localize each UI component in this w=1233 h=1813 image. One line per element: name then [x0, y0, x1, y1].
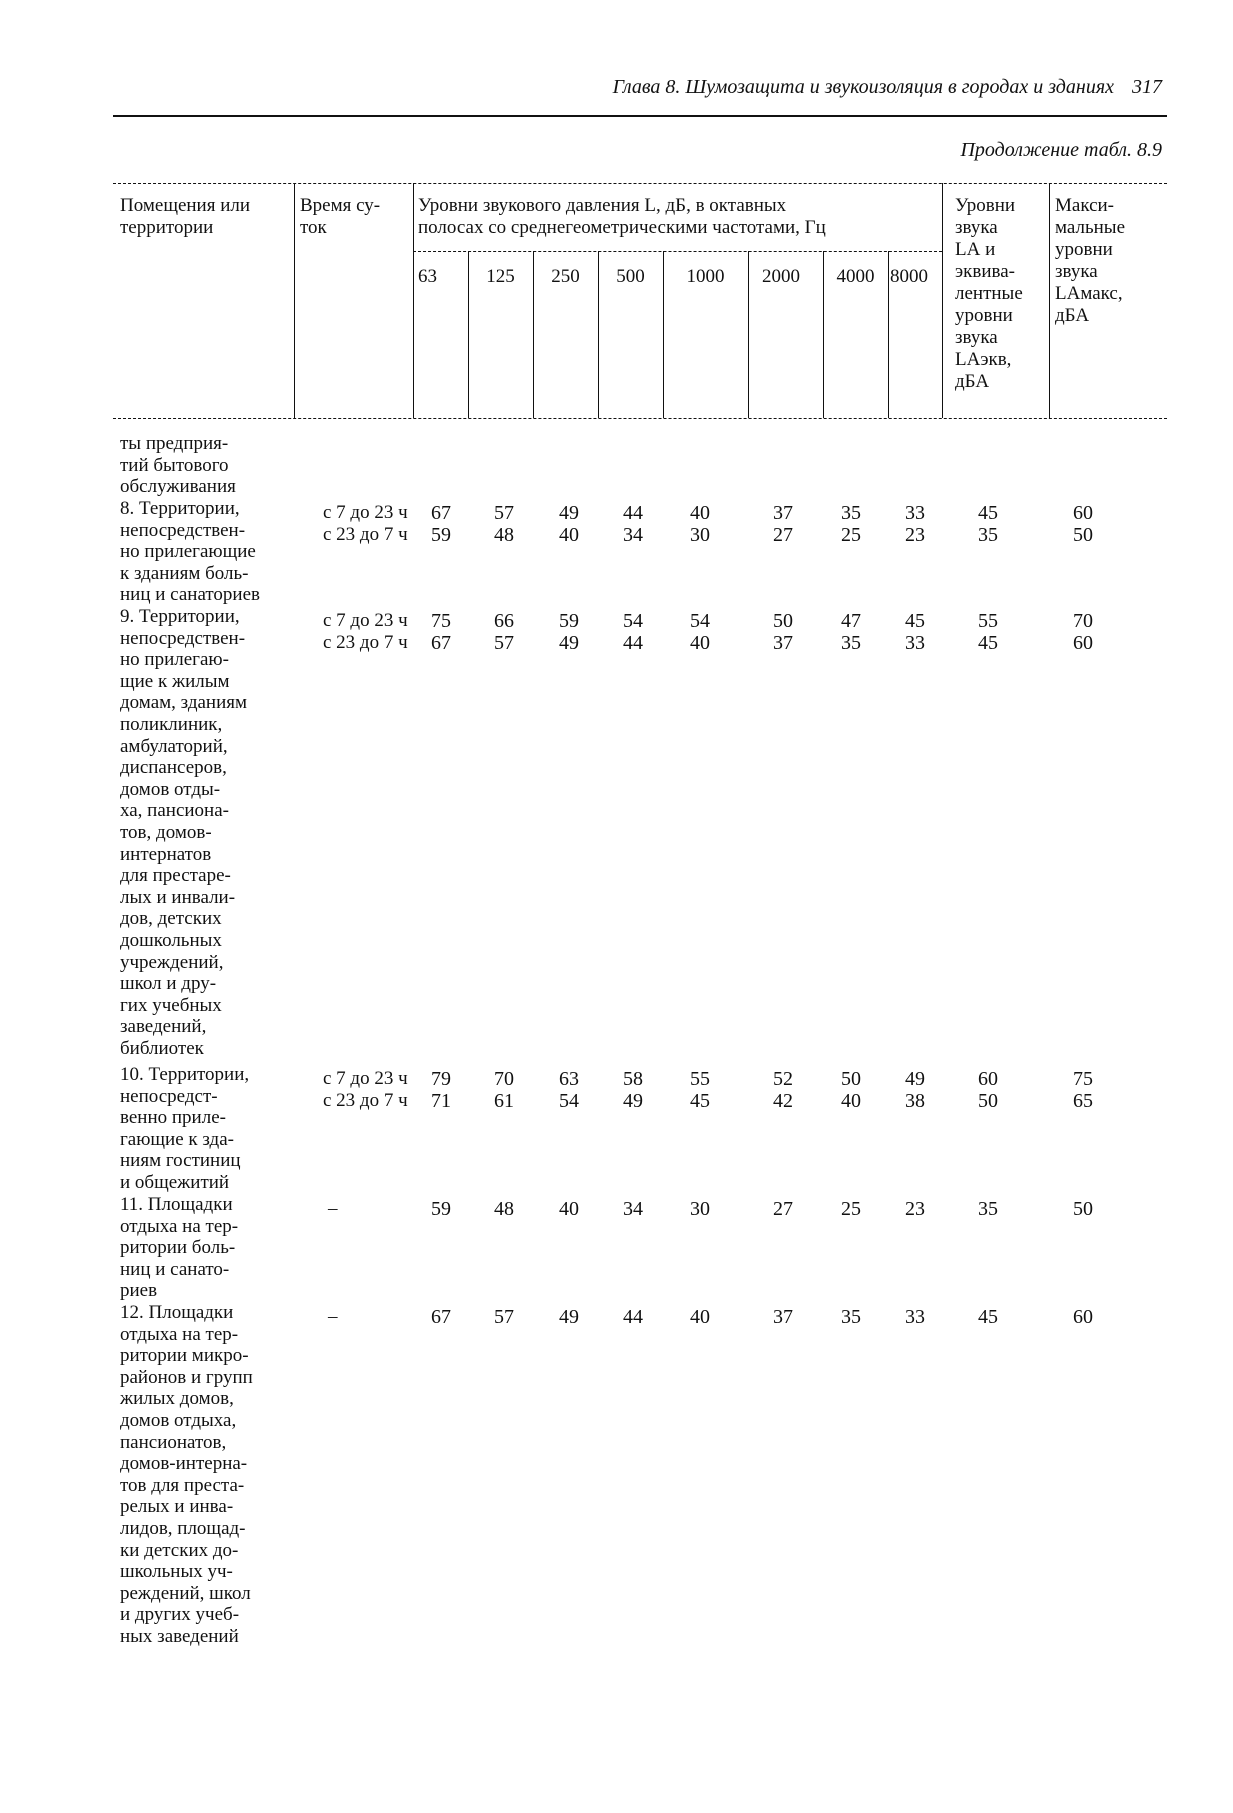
row-time: с 23 до 7 ч [323, 632, 408, 653]
value-cell: 75 [431, 610, 451, 632]
value-cell: 33 [905, 1306, 925, 1328]
row-description: 10. Территории, непосредст- венно приле- гающие к зда- ниям гостиниц и общежитий [120, 1064, 250, 1193]
header-sound-pressure-levels: Уровни звукового давления L, дБ, в октавных полосах со среднегеометрическими частотами, Гц [418, 195, 826, 238]
value-cell: 45 [905, 610, 925, 632]
header-freq-250: 250 [551, 266, 580, 287]
row-time: с 7 до 23 ч [323, 610, 408, 631]
value-cell: 45 [978, 632, 998, 654]
value-cell: 70 [494, 1068, 514, 1090]
value-cell: 35 [978, 524, 998, 546]
value-cell: 25 [841, 1198, 861, 1220]
value-cell: 59 [431, 1198, 451, 1220]
value-cell: 44 [623, 1306, 643, 1328]
row-time: – [328, 1306, 338, 1327]
value-cell: 35 [978, 1198, 998, 1220]
row-time: с 23 до 7 ч [323, 1090, 408, 1111]
table-continuation-label: Продолжение табл. 8.9 [960, 139, 1162, 161]
header-freq-500: 500 [616, 266, 645, 287]
value-cell: 34 [623, 1198, 643, 1220]
value-cell: 63 [559, 1068, 579, 1090]
value-cell: 37 [773, 632, 793, 654]
value-cell: 45 [978, 1306, 998, 1328]
value-cell: 25 [841, 524, 861, 546]
row-description: 11. Площадки отдыха на тер- ритории боль- ниц и санато- риев [120, 1194, 239, 1302]
value-cell: 37 [773, 1306, 793, 1328]
header-la-max: Макси- мальные уровни звука LАмакс, дБА [1055, 195, 1126, 326]
freq-divider [888, 251, 889, 418]
value-cell: 49 [559, 632, 579, 654]
value-cell: 37 [773, 502, 793, 524]
value-cell: 50 [978, 1090, 998, 1112]
value-cell: 54 [690, 610, 710, 632]
value-cell: 33 [905, 632, 925, 654]
value-cell: 55 [978, 610, 998, 632]
header-premises: Помещения или территории [120, 195, 251, 238]
value-cell: 65 [1073, 1090, 1093, 1112]
running-header [115, 76, 1162, 99]
value-cell: 79 [431, 1068, 451, 1090]
value-cell: 50 [1073, 524, 1093, 546]
value-cell: 23 [905, 524, 925, 546]
value-cell: 45 [690, 1090, 710, 1112]
header-freq-4000: 4000 [836, 266, 875, 287]
column-divider [942, 183, 943, 418]
value-cell: 48 [494, 524, 514, 546]
value-cell: 50 [1073, 1198, 1093, 1220]
value-cell: 33 [905, 502, 925, 524]
chapter-title: Глава 8. Шумозащита и звукоизоляция в городах и зданиях [612, 76, 1114, 98]
row-description: 9. Территории, непосредствен- но прилегаю- щие к жилым домам, зданиям поликлиник, амбулаторий, диспансеров, домов отды- ха, пансиона- тов, домов- интернатов для престаре- лых и инвали- дов, детских дошкольных учреждений, школ и дру- гих учебных заведений, библиотек [120, 606, 248, 1059]
value-cell: 27 [773, 524, 793, 546]
value-cell: 59 [559, 610, 579, 632]
value-cell: 54 [623, 610, 643, 632]
value-cell: 40 [559, 524, 579, 546]
value-cell: 40 [690, 502, 710, 524]
value-cell: 59 [431, 524, 451, 546]
value-cell: 57 [494, 502, 514, 524]
value-cell: 49 [559, 1306, 579, 1328]
header-time: Время су- ток [300, 195, 381, 238]
value-cell: 71 [431, 1090, 451, 1112]
value-cell: 34 [623, 524, 643, 546]
value-cell: 45 [978, 502, 998, 524]
continued-row-text: ты предприя- тий бытового обслуживания [120, 433, 236, 498]
value-cell: 67 [431, 502, 451, 524]
column-divider [294, 183, 295, 418]
header-rule [113, 115, 1167, 117]
value-cell: 60 [978, 1068, 998, 1090]
value-cell: 60 [1073, 632, 1093, 654]
freq-divider [748, 251, 749, 418]
value-cell: 49 [559, 502, 579, 524]
value-cell: 52 [773, 1068, 793, 1090]
value-cell: 35 [841, 1306, 861, 1328]
value-cell: 67 [431, 1306, 451, 1328]
row-description: 8. Территории, непосредствен- но прилегающие к зданиям боль- ниц и санаториев [120, 498, 261, 606]
value-cell: 75 [1073, 1068, 1093, 1090]
column-divider [1049, 183, 1050, 418]
value-cell: 49 [623, 1090, 643, 1112]
value-cell: 58 [623, 1068, 643, 1090]
value-cell: 47 [841, 610, 861, 632]
value-cell: 40 [690, 1306, 710, 1328]
value-cell: 27 [773, 1198, 793, 1220]
value-cell: 67 [431, 632, 451, 654]
value-cell: 30 [690, 1198, 710, 1220]
row-time: с 7 до 23 ч [323, 502, 408, 523]
value-cell: 50 [773, 610, 793, 632]
header-bottom-rule [113, 418, 1167, 419]
value-cell: 40 [690, 632, 710, 654]
value-cell: 54 [559, 1090, 579, 1112]
row-description: 12. Площадки отдыха на тер- ритории микро- районов и групп жилых домов, домов отдыха, пансионатов, домов-интерна- тов для преста- релых и инва- лидов, площад- ки детских до- школьных уч- реждений, школ и других учеб- ных заведений [120, 1302, 253, 1647]
table-top-rule [113, 183, 1167, 184]
header-freq-125: 125 [486, 266, 515, 287]
value-cell: 57 [494, 1306, 514, 1328]
header-la-eq: Уровни звука LА и эквива- лентные уровни звука LАэкв, дБА [955, 195, 1023, 392]
value-cell: 40 [841, 1090, 861, 1112]
value-cell: 40 [559, 1198, 579, 1220]
value-cell: 70 [1073, 610, 1093, 632]
value-cell: 49 [905, 1068, 925, 1090]
page-number: 317 [1132, 76, 1162, 98]
value-cell: 30 [690, 524, 710, 546]
row-time: с 7 до 23 ч [323, 1068, 408, 1089]
value-cell: 35 [841, 632, 861, 654]
freq-subheader-rule [413, 251, 942, 252]
value-cell: 66 [494, 610, 514, 632]
row-time: с 23 до 7 ч [323, 524, 408, 545]
header-freq-63: 63 [418, 266, 437, 287]
value-cell: 44 [623, 502, 643, 524]
value-cell: 50 [841, 1068, 861, 1090]
value-cell: 57 [494, 632, 514, 654]
value-cell: 48 [494, 1198, 514, 1220]
value-cell: 55 [690, 1068, 710, 1090]
value-cell: 61 [494, 1090, 514, 1112]
value-cell: 23 [905, 1198, 925, 1220]
header-freq-1000: 1000 [686, 266, 725, 287]
value-cell: 42 [773, 1090, 793, 1112]
column-divider [413, 183, 414, 418]
value-cell: 60 [1073, 502, 1093, 524]
value-cell: 60 [1073, 1306, 1093, 1328]
header-freq-2000: 2000 [762, 266, 800, 287]
value-cell: 35 [841, 502, 861, 524]
value-cell: 44 [623, 632, 643, 654]
header-freq-8000: 8000 [890, 266, 928, 287]
row-time: – [328, 1198, 338, 1219]
value-cell: 38 [905, 1090, 925, 1112]
